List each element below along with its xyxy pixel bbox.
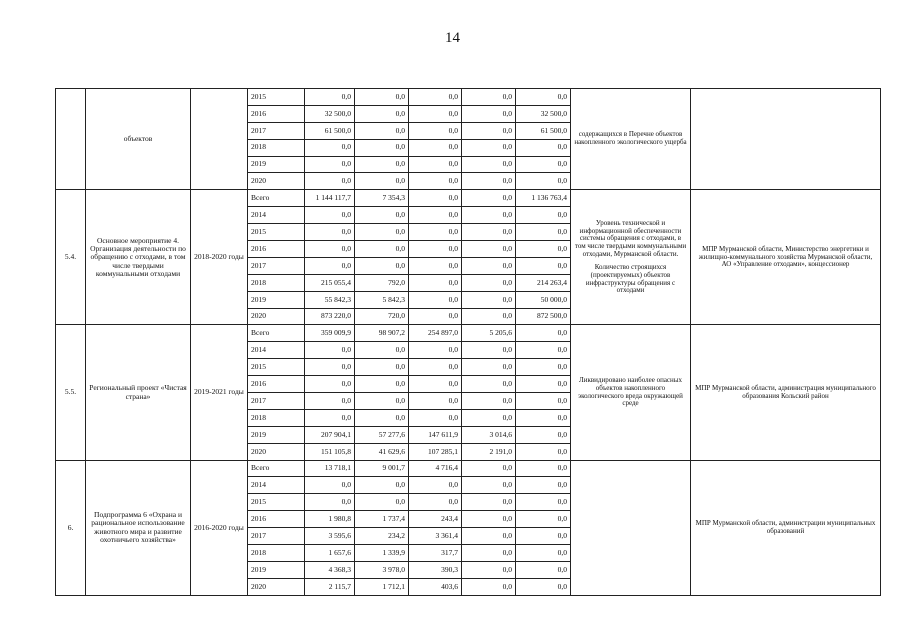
value-1: 1 712,1 [355,578,409,595]
row-label: 2017 [248,528,305,545]
value-3: 0,0 [462,342,516,359]
value-1: 0,0 [355,207,409,224]
table-row [56,89,881,106]
value-4: 872 500,0 [516,308,571,325]
section-number: 5.5. [56,325,86,460]
total-value: 32 500,0 [305,105,355,122]
value-4: 50 000,0 [516,291,571,308]
value-1: 7 354,3 [355,190,409,207]
total-value: 0,0 [305,156,355,173]
value-4: 0,0 [516,156,571,173]
row-label: 2020 [248,308,305,325]
value-2: 0,0 [409,376,462,393]
row-label: 2016 [248,241,305,258]
total-value: 0,0 [305,342,355,359]
section-executor: МПР Мурманской области, администрации муниципальных образований [691,460,881,595]
row-label: 2016 [248,511,305,528]
section-indicator [571,190,691,325]
value-3: 3 014,6 [462,426,516,443]
value-3: 0,0 [462,545,516,562]
section-period: 2019-2021 годы [191,325,248,460]
row-label: 2019 [248,156,305,173]
section-name: Региональный проект «Чистая страна» [86,325,191,460]
value-1: 0,0 [355,89,409,106]
value-4: 0,0 [516,376,571,393]
row-label: 2017 [248,122,305,139]
value-1: 0,0 [355,359,409,376]
total-value: 0,0 [305,224,355,241]
value-2: 0,0 [409,156,462,173]
row-label: 2016 [248,105,305,122]
value-3: 0,0 [462,241,516,258]
value-3: 2 191,0 [462,443,516,460]
value-4: 0,0 [516,139,571,156]
section-indicator [571,89,691,190]
row-label: Всего [248,190,305,207]
total-value: 0,0 [305,89,355,106]
section-number: 5.4. [56,190,86,325]
section-number [56,89,86,190]
value-4: 0,0 [516,325,571,342]
value-1: 1 737,4 [355,511,409,528]
total-value: 1 144 117,7 [305,190,355,207]
total-value: 0,0 [305,173,355,190]
section-period [191,89,248,190]
value-2: 0,0 [409,139,462,156]
value-1: 0,0 [355,393,409,410]
row-label: 2015 [248,224,305,241]
total-value: 3 595,6 [305,528,355,545]
row-label: 2017 [248,257,305,274]
row-label: 2018 [248,274,305,291]
value-4: 0,0 [516,528,571,545]
row-label: 2019 [248,291,305,308]
value-2: 254 897,0 [409,325,462,342]
value-2: 0,0 [409,89,462,106]
value-1: 98 907,2 [355,325,409,342]
value-2: 0,0 [409,359,462,376]
value-2: 0,0 [409,274,462,291]
value-3: 0,0 [462,528,516,545]
value-1: 720,0 [355,308,409,325]
value-3: 0,0 [462,477,516,494]
value-3: 0,0 [462,494,516,511]
row-label: 2019 [248,561,305,578]
total-value: 55 842,3 [305,291,355,308]
value-1: 0,0 [355,342,409,359]
table-body [56,89,881,596]
value-3: 0,0 [462,89,516,106]
value-2: 147 611,9 [409,426,462,443]
row-label: 2020 [248,443,305,460]
indicator-text: Количество строящихся (проектируемых) объектов инфраструктуры обращения с отходами [585,263,676,295]
value-3: 0,0 [462,156,516,173]
value-1: 0,0 [355,122,409,139]
value-4: 0,0 [516,409,571,426]
value-1: 0,0 [355,139,409,156]
value-4: 214 263,4 [516,274,571,291]
row-label: 2017 [248,393,305,410]
value-2: 0,0 [409,173,462,190]
value-1: 0,0 [355,105,409,122]
value-1: 0,0 [355,156,409,173]
row-label: Всего [248,325,305,342]
section-executor [691,89,881,190]
total-value: 359 009,9 [305,325,355,342]
value-1: 9 001,7 [355,460,409,477]
total-value: 61 500,0 [305,122,355,139]
value-3: 0,0 [462,291,516,308]
value-2: 403,6 [409,578,462,595]
value-3: 0,0 [462,224,516,241]
value-4: 0,0 [516,443,571,460]
value-3: 0,0 [462,207,516,224]
value-3: 0,0 [462,409,516,426]
section-indicator [571,325,691,460]
value-4: 0,0 [516,426,571,443]
value-4: 0,0 [516,393,571,410]
value-4: 0,0 [516,561,571,578]
total-value: 2 115,7 [305,578,355,595]
value-1: 0,0 [355,494,409,511]
value-4: 0,0 [516,511,571,528]
value-4: 1 136 763,4 [516,190,571,207]
total-value: 0,0 [305,207,355,224]
value-1: 792,0 [355,274,409,291]
value-3: 0,0 [462,561,516,578]
value-4: 61 500,0 [516,122,571,139]
value-4: 0,0 [516,494,571,511]
value-1: 0,0 [355,224,409,241]
value-2: 3 361,4 [409,528,462,545]
value-2: 0,0 [409,393,462,410]
total-value: 0,0 [305,359,355,376]
value-2: 0,0 [409,207,462,224]
value-1: 1 339,9 [355,545,409,562]
total-value: 4 368,3 [305,561,355,578]
value-1: 3 978,0 [355,561,409,578]
value-4: 0,0 [516,342,571,359]
value-2: 0,0 [409,308,462,325]
value-2: 317,7 [409,545,462,562]
section-number: 6. [56,460,86,595]
total-value: 1 980,8 [305,511,355,528]
value-2: 0,0 [409,122,462,139]
section-name: Подпрограмма 6 «Охрана и рациональное использование животного мира и развитие охотничьего хозяйства» [86,460,191,595]
row-label: Всего [248,460,305,477]
value-1: 0,0 [355,173,409,190]
value-4: 0,0 [516,477,571,494]
table-row [56,190,881,207]
value-3: 0,0 [462,274,516,291]
total-value: 0,0 [305,376,355,393]
row-label: 2020 [248,173,305,190]
section-executor: МПР Мурманской области, Министерство энергетики и жилищно-коммунального хозяйства Мурманской области, АО «Управление отходами», концессионер [691,190,881,325]
total-value: 0,0 [305,257,355,274]
row-label: 2020 [248,578,305,595]
row-label: 2019 [248,426,305,443]
value-3: 0,0 [462,257,516,274]
value-2: 0,0 [409,409,462,426]
table-row [56,325,881,342]
row-label: 2014 [248,207,305,224]
value-2: 0,0 [409,241,462,258]
value-1: 5 842,3 [355,291,409,308]
value-2: 0,0 [409,342,462,359]
value-2: 0,0 [409,224,462,241]
total-value: 1 657,6 [305,545,355,562]
value-2: 243,4 [409,511,462,528]
row-label: 2016 [248,376,305,393]
value-3: 0,0 [462,139,516,156]
row-label: 2018 [248,409,305,426]
section-period: 2016-2020 годы [191,460,248,595]
value-1: 0,0 [355,257,409,274]
value-2: 0,0 [409,494,462,511]
value-1: 0,0 [355,241,409,258]
row-label: 2014 [248,477,305,494]
total-value: 873 220,0 [305,308,355,325]
row-label: 2015 [248,359,305,376]
value-3: 0,0 [462,393,516,410]
value-3: 0,0 [462,190,516,207]
value-3: 0,0 [462,511,516,528]
indicator-text: содержащихся в Перечне объектов накопленного экологического ущерба [574,130,687,147]
total-value: 215 055,4 [305,274,355,291]
value-4: 0,0 [516,89,571,106]
total-value: 0,0 [305,409,355,426]
value-4: 0,0 [516,545,571,562]
total-value: 151 105,8 [305,443,355,460]
row-label: 2015 [248,89,305,106]
value-4: 0,0 [516,257,571,274]
value-4: 0,0 [516,224,571,241]
value-4: 0,0 [516,578,571,595]
value-4: 0,0 [516,460,571,477]
value-3: 0,0 [462,122,516,139]
value-1: 234,2 [355,528,409,545]
value-2: 0,0 [409,257,462,274]
total-value: 13 718,1 [305,460,355,477]
total-value: 0,0 [305,477,355,494]
program-funding-table [55,88,881,596]
section-period: 2018-2020 годы [191,190,248,325]
value-2: 4 716,4 [409,460,462,477]
value-3: 0,0 [462,105,516,122]
section-name: Основное мероприятие 4. Организация деятельности по обращению с отходами, в том числе твердыми коммунальными отходами [86,190,191,325]
value-1: 0,0 [355,376,409,393]
value-3: 5 205,6 [462,325,516,342]
value-2: 390,3 [409,561,462,578]
indicator-text: Ликвидировано наиболее опасных объектов накопленного экологического вреда окружающей среде [578,376,683,408]
total-value: 0,0 [305,494,355,511]
total-value: 0,0 [305,393,355,410]
value-4: 0,0 [516,173,571,190]
value-4: 0,0 [516,241,571,258]
value-1: 41 629,6 [355,443,409,460]
value-4: 0,0 [516,207,571,224]
total-value: 0,0 [305,241,355,258]
value-3: 0,0 [462,308,516,325]
row-label: 2018 [248,139,305,156]
value-3: 0,0 [462,376,516,393]
value-2: 0,0 [409,477,462,494]
value-3: 0,0 [462,460,516,477]
value-2: 0,0 [409,105,462,122]
total-value: 0,0 [305,139,355,156]
value-3: 0,0 [462,173,516,190]
value-4: 32 500,0 [516,105,571,122]
value-4: 0,0 [516,359,571,376]
value-2: 0,0 [409,190,462,207]
value-3: 0,0 [462,578,516,595]
value-2: 0,0 [409,291,462,308]
value-3: 0,0 [462,359,516,376]
row-label: 2014 [248,342,305,359]
section-executor: МПР Мурманской области, администрация муниципального образования Кольский район [691,325,881,460]
indicator-text: Уровень технической и информационной обеспеченности системы обращения с отходами, в том числе твердыми коммунальными отходами, Мурманской области. [574,218,687,258]
total-value: 207 904,1 [305,426,355,443]
value-1: 0,0 [355,477,409,494]
page-number: 14 [445,30,460,46]
row-label: 2015 [248,494,305,511]
value-1: 0,0 [355,409,409,426]
section-name: объектов [86,89,191,190]
row-label: 2018 [248,545,305,562]
section-indicator [571,460,691,595]
table-row [56,460,881,477]
value-2: 107 285,1 [409,443,462,460]
value-1: 57 277,6 [355,426,409,443]
